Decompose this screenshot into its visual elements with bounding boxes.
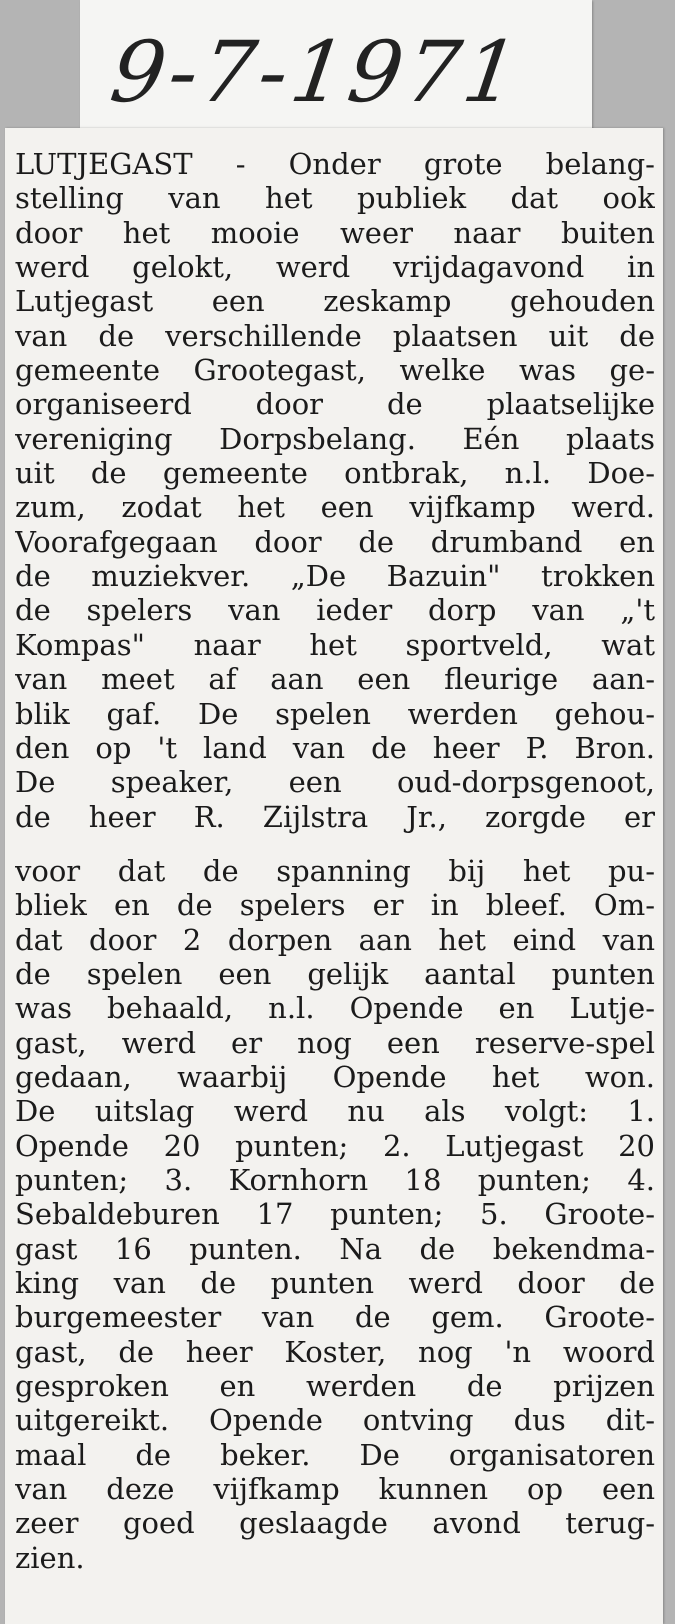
article-line: vereniging Dorpsbelang. Eén plaats (15, 421, 655, 456)
article-line: werd gelokt, werd vrijdagavond in (15, 250, 655, 285)
article-line: zeer goed geslaagde avond terug- (15, 1506, 655, 1541)
article-line: Kompas" naar het sportveld, wat (15, 627, 655, 662)
article-line: king van de punten werd door de (15, 1266, 655, 1300)
article-line: dat door 2 dorpen aan het eind van (15, 922, 655, 957)
article-line: gast, de heer Koster, nog 'n woord (15, 1334, 655, 1369)
article-line: De speaker, een oud-dorpsgenoot, (15, 765, 655, 800)
article-line: voor dat de spanning bij het pu- (15, 853, 655, 888)
article-line: uit de gemeente ontbrak, n.l. Doe- (15, 456, 655, 491)
article-line: Opende 20 punten; 2. Lutjegast 20 (15, 1128, 655, 1163)
article-line: de heer R. Zijlstra Jr., zorgde er (15, 799, 655, 834)
article-line: de spelers van ieder dorp van „'t (15, 593, 655, 628)
article-line: den op 't land van de heer P. Bron. (15, 730, 655, 765)
article-line: gast 16 punten. Na de bekendma- (15, 1231, 655, 1266)
article-part-1 (15, 147, 655, 834)
article-line: stelling van het publiek dat ook (15, 181, 655, 216)
article-line: De uitslag werd nu als volgt: 1. (15, 1094, 655, 1129)
column-splice-gap (15, 834, 655, 854)
article-line: burgemeester van de gem. Groote- (15, 1300, 655, 1335)
article-line: was behaald, n.l. Opende en Lutje- (15, 991, 655, 1026)
article-line: gast, werd er nog een reserve-spel (15, 1025, 655, 1060)
article-line: blik gaf. De spelen werden gehou- (15, 696, 655, 731)
article-line: gedaan, waarbij Opende het won. (15, 1059, 655, 1094)
article-line: van de verschillende plaatsen uit de (15, 318, 655, 353)
article-line: organiseerd door de plaatselijke (15, 387, 655, 422)
article-line: de muziekver. „De Bazuin" trokken (15, 559, 655, 594)
article-line: zum, zodat het een vijfkamp werd. (15, 490, 655, 525)
article-line: bliek en de spelers er in bleef. Om- (15, 888, 655, 923)
article-line: gemeente Grootegast, welke was ge- (15, 353, 655, 388)
article-line: de spelen een gelijk aantal punten (15, 956, 655, 991)
article-line: Voorafgegaan door de drumband en (15, 524, 655, 559)
article-line: punten; 3. Kornhorn 18 punten; 4. (15, 1162, 655, 1197)
article-line: gesproken en werden de prijzen (15, 1369, 655, 1404)
article-line: zien. (15, 1540, 85, 1575)
article-text (15, 147, 655, 1575)
article-line: van deze vijfkamp kunnen op een (15, 1472, 655, 1507)
article-line: Lutjegast een zeskamp gehouden (15, 284, 655, 319)
article-line: maal de beker. De organisatoren (15, 1437, 655, 1472)
article-line: Sebaldeburen 17 punten; 5. Groote- (15, 1197, 655, 1232)
article-line: LUTJEGAST - Onder grote belang- (15, 147, 655, 181)
article-part-2 (15, 854, 655, 1575)
handwritten-date: 9-7-1971 (105, 23, 529, 121)
date-label-strip (80, 0, 592, 132)
article-line: uitgereikt. Opende ontving dus dit- (15, 1403, 655, 1438)
article-line: door het mooie weer naar buiten (15, 215, 655, 250)
article-line: van meet af aan een fleurige aan- (15, 662, 655, 697)
